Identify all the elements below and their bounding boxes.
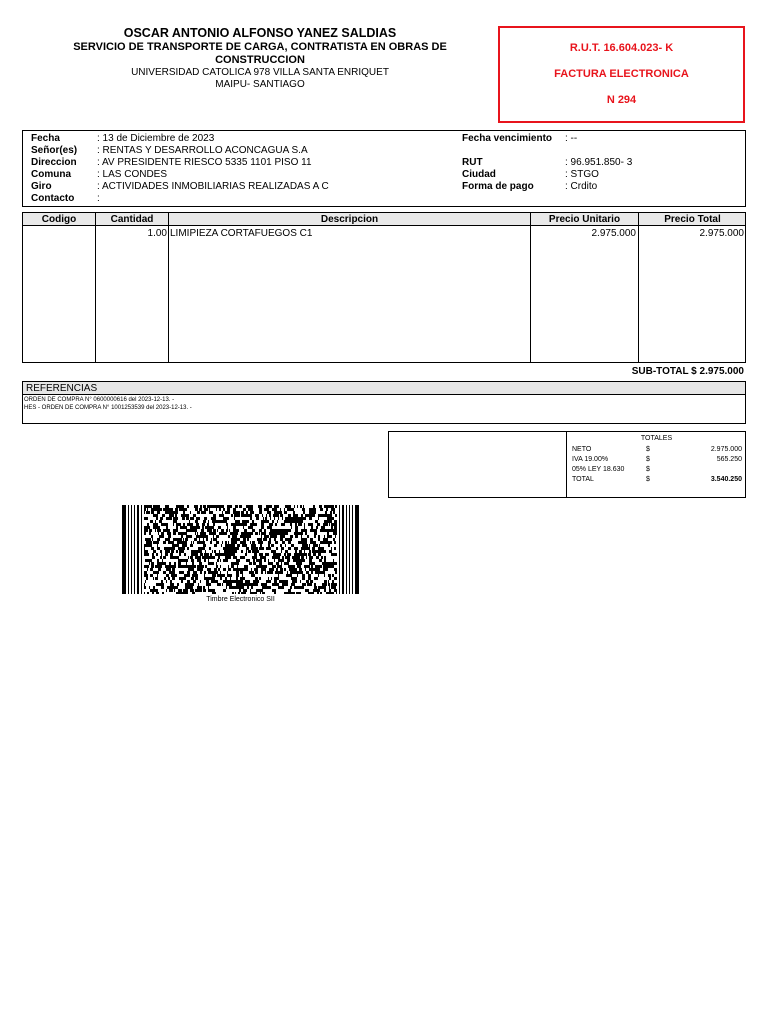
senor-value: : RENTAS Y DESARROLLO ACONCAGUA S.A	[97, 145, 308, 156]
invoice-number: N 294	[606, 94, 637, 106]
client-info-box	[22, 130, 746, 207]
totals-value: 3.540.250	[710, 476, 742, 483]
issuer-address: UNIVERSIDAD CATOLICA 978 VILLA SANTA ENRIQUET	[131, 67, 389, 78]
header-codigo: Codigo	[41, 214, 77, 225]
comuna-label: Comuna	[31, 169, 71, 180]
item-precio-total: 2.975.000	[699, 228, 744, 239]
giro-label: Giro	[31, 181, 52, 192]
totals-currency: $	[646, 466, 650, 473]
items-table	[22, 212, 746, 363]
issuer-header	[40, 26, 480, 91]
invoice-type: FACTURA ELECTRONICA	[554, 68, 689, 80]
direccion-value: : AV PRESIDENTE RIESCO 5335 1101 PISO 11	[97, 157, 312, 168]
reference-line: HES - ORDEN DE COMPRA N° 1001253539 del 2023-12-13. -	[24, 405, 192, 411]
subtotal: SUB-TOTAL $ 2.975.000	[631, 366, 744, 377]
totals-currency: $	[646, 446, 650, 453]
item-descripcion: LIMIPIEZA CORTAFUEGOS C1	[170, 228, 313, 239]
fecha-label: Fecha	[31, 133, 60, 144]
totals-row-total	[567, 475, 746, 485]
issuer-city: MAIPU- SANTIAGO	[215, 79, 305, 90]
electronic-stamp-barcode	[122, 505, 359, 594]
totals-box	[388, 431, 746, 498]
totals-label: 05% LEY 18.630	[572, 466, 625, 473]
references-title: REFERENCIAS	[23, 382, 745, 395]
ciudad-value: : STGO	[565, 169, 599, 180]
rut-label: RUT	[462, 157, 483, 168]
vencimiento-value: : --	[565, 133, 578, 144]
totals-label: IVA 19.00%	[572, 456, 609, 463]
issuer-activity: SERVICIO DE TRANSPORTE DE CARGA, CONTRATISTA EN OBRAS DE CONSTRUCCION	[73, 41, 447, 66]
stamp-caption: Timbre Electronico SII	[206, 596, 275, 603]
header-cantidad: Cantidad	[110, 214, 154, 225]
rut-value: : 96.951.850- 3	[565, 157, 633, 168]
senor-label: Señor(es)	[31, 145, 78, 156]
header-precio-total: Precio Total	[664, 214, 721, 225]
totals-row-neto	[567, 445, 746, 455]
ciudad-label: Ciudad	[462, 169, 496, 180]
forma-pago-value: : Crdito	[565, 181, 598, 192]
totals-value: 2.975.000	[710, 446, 742, 453]
totals-value: 565.250	[716, 456, 742, 463]
item-precio-unitario: 2.975.000	[591, 228, 636, 239]
vencimiento-label: Fecha vencimiento	[462, 133, 553, 144]
contacto-value: :	[97, 193, 100, 204]
header-precio-unitario: Precio Unitario	[548, 214, 621, 225]
comuna-value: : LAS CONDES	[97, 169, 168, 180]
invoice-rut: R.U.T. 16.604.023- K	[569, 42, 674, 54]
fecha-value: : 13 de Diciembre de 2023	[97, 133, 215, 144]
reference-line: ORDEN DE COMPRA N° 0600000616 del 2023-12-13. -	[24, 397, 175, 403]
issuer-name: OSCAR ANTONIO ALFONSO YANEZ SALDIAS	[123, 26, 397, 40]
totals-label: TOTAL	[572, 476, 594, 483]
header-descripcion: Descripcion	[320, 214, 379, 225]
contacto-label: Contacto	[31, 193, 75, 204]
totals-currency: $	[646, 456, 650, 463]
item-cantidad: 1.00	[147, 228, 167, 239]
totals-row-ley	[567, 465, 746, 475]
direccion-label: Direccion	[31, 157, 77, 168]
invoice-id-box	[498, 26, 745, 123]
totals-currency: $	[646, 476, 650, 483]
references-box	[22, 381, 746, 424]
item-codigo	[23, 228, 95, 240]
totals-panel	[566, 432, 746, 497]
totals-title: TOTALES	[640, 435, 673, 442]
forma-pago-label: Forma de pago	[462, 181, 534, 192]
giro-value: : ACTIVIDADES INMOBILIARIAS REALIZADAS A C	[97, 181, 329, 192]
totals-row-iva	[567, 455, 746, 465]
totals-label: NETO	[572, 446, 592, 453]
